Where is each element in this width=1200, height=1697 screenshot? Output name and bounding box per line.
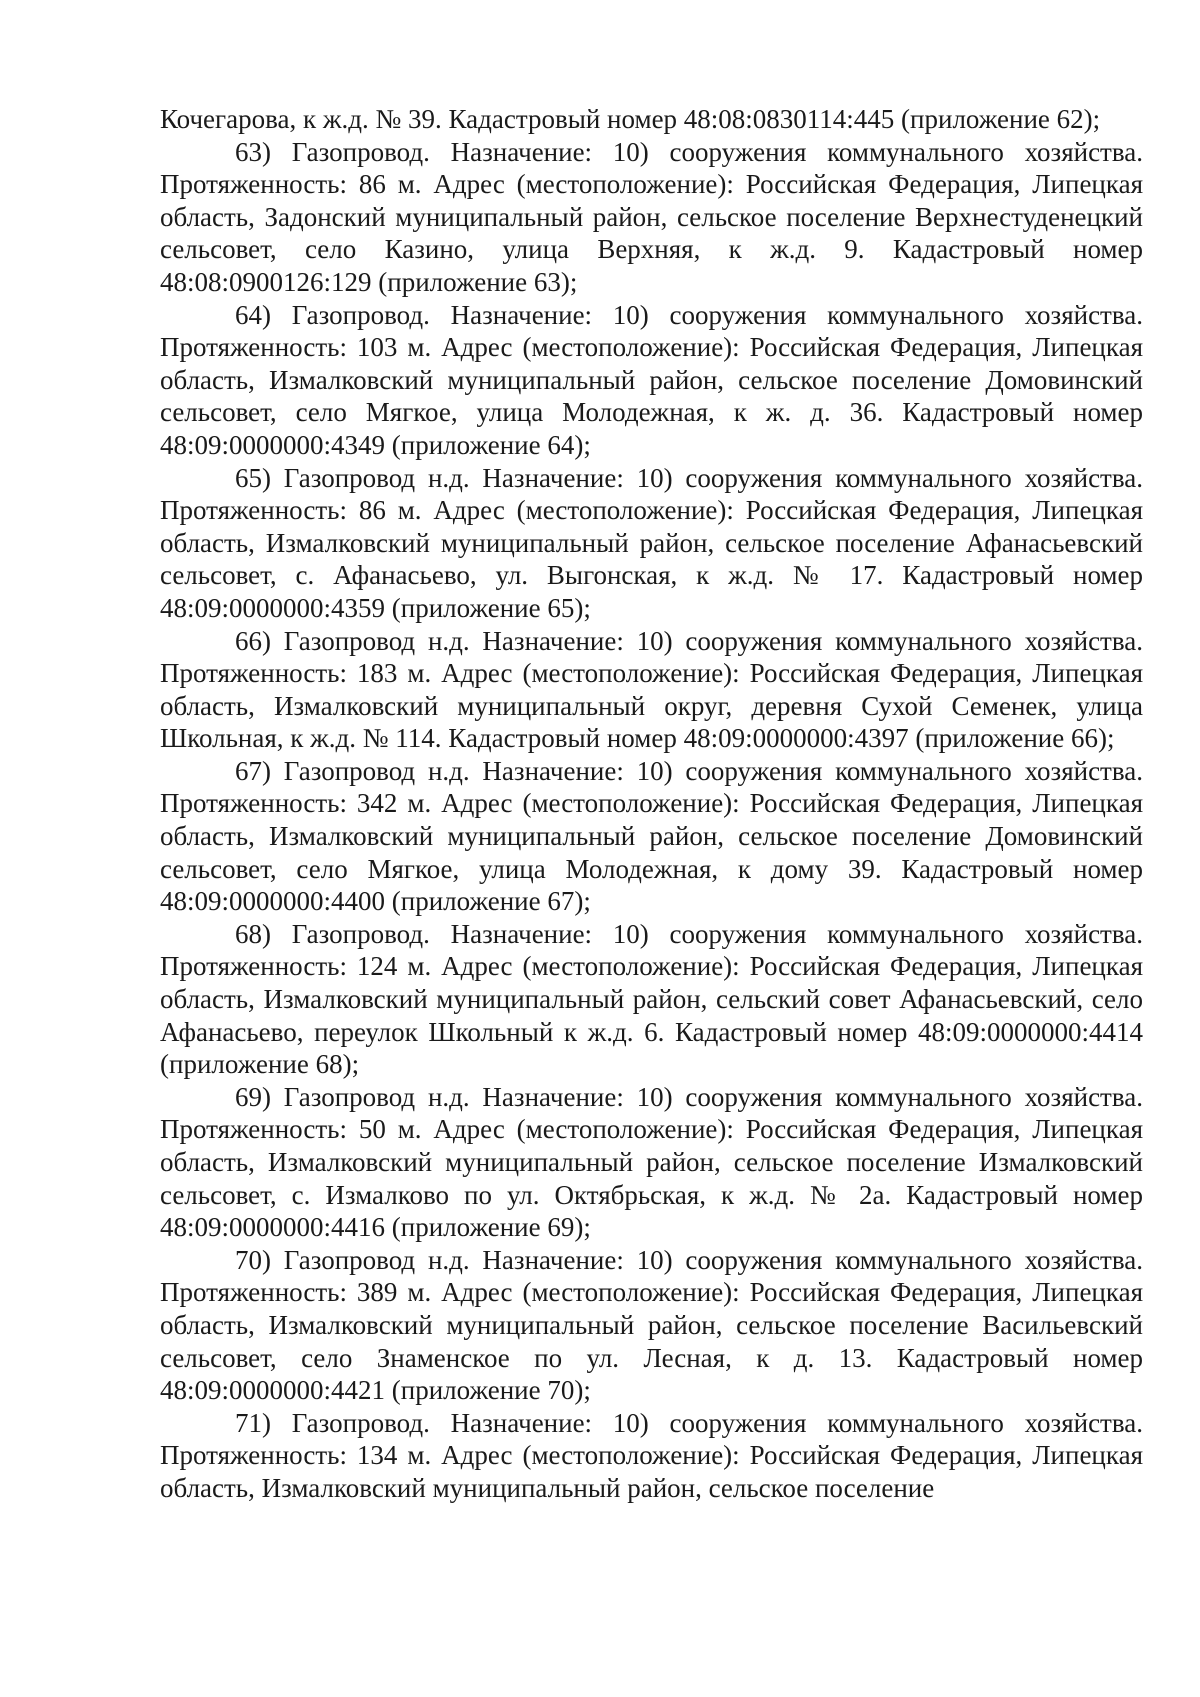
paragraph-item-71: 71) Газопровод. Назначение: 10) сооружения коммунального хозяйства. Протяженность: 134 м. Адрес (местоположение): Российская Федерация, Липецкая область, Измалковский муниципальный район, сельское поселение <box>160 1407 1143 1503</box>
paragraph-item-65: 65) Газопровод н.д. Назначение: 10) сооружения коммунального хозяйства. Протяженность: 86 м. Адрес (местоположение): Российская Федерация, Липецкая область, Измалковский муниципальный район, сельское поселение Афанасьевский сельсовет, с. Афанасьево, ул. Выгонская, к ж.д. № 17. Кадастровый номер 48:09:0000000:4359 (приложение 65); <box>160 462 1143 623</box>
paragraph-item-67: 67) Газопровод н.д. Назначение: 10) сооружения коммунального хозяйства. Протяженность: 342 м. Адрес (местоположение): Российская Федерация, Липецкая область, Измалковский муниципальный район, сельское поселение Домовинский сельсовет, село Мягкое, улица Молодежная, к дому 39. Кадастровый номер 48:09:0000000:4400 (приложение 67); <box>160 755 1143 917</box>
paragraph-continuation-62: Кочегарова, к ж.д. № 39. Кадастровый номер 48:08:0830114:445 (приложение 62); <box>160 104 1101 134</box>
paragraph-item-70: 70) Газопровод н.д. Назначение: 10) сооружения коммунального хозяйства. Протяженность: 389 м. Адрес (местоположение): Российская Федерация, Липецкая область, Измалковский муниципальный район, сельское поселение Васильевский сельсовет, село Знаменское по ул. Лесная, к д. 13. Кадастровый номер 48:09:0000000:4421 (приложение 70); <box>160 1244 1143 1406</box>
paragraph-item-68: 68) Газопровод. Назначение: 10) сооружения коммунального хозяйства. Протяженность: 124 м. Адрес (местоположение): Российская Федерация, Липецкая область, Измалковский муниципальный район, сельский совет Афанасьевский, село Афанасьево, переулок Школьный к ж.д. 6. Кадастровый номер 48:09:0000000:4414 (приложение 68); <box>160 918 1143 1080</box>
paragraph-item-66: 66) Газопровод н.д. Назначение: 10) сооружения коммунального хозяйства. Протяженность: 183 м. Адрес (местоположение): Российская Федерация, Липецкая область, Измалковский муниципальный округ, деревня Сухой Семенек, улица Школьная, к ж.д. № 114. Кадастровый номер 48:09:0000000:4397 (приложение 66); <box>160 625 1143 754</box>
paragraph-item-64: 64) Газопровод. Назначение: 10) сооружения коммунального хозяйства. Протяженность: 103 м. Адрес (местоположение): Российская Федерация, Липецкая область, Измалковский муниципальный район, сельское поселение Домовинский сельсовет, село Мягкое, улица Молодежная, к ж. д. 36. Кадастровый номер 48:09:0000000:4349 (приложение 64); <box>160 299 1143 460</box>
paragraph-item-69: 69) Газопровод н.д. Назначение: 10) сооружения коммунального хозяйства. Протяженность: 50 м. Адрес (местоположение): Российская Федерация, Липецкая область, Измалковский муниципальный район, сельское поселение Измалковский сельсовет, с. Измалково по ул. Октябрьская, к ж.д. № 2а. Кадастровый номер 48:09:0000000:4416 (приложение 69); <box>160 1081 1143 1243</box>
document-page <box>160 103 1143 1505</box>
paragraph-item-63: 63) Газопровод. Назначение: 10) сооружения коммунального хозяйства. Протяженность: 86 м. Адрес (местоположение): Российская Федерация, Липецкая область, Задонский муниципальный район, сельское поселение Верхнестуденецкий сельсовет, село Казино, улица Верхняя, к ж.д. 9. Кадастровый номер 48:08:0900126:129 (приложение 63); <box>160 136 1143 297</box>
